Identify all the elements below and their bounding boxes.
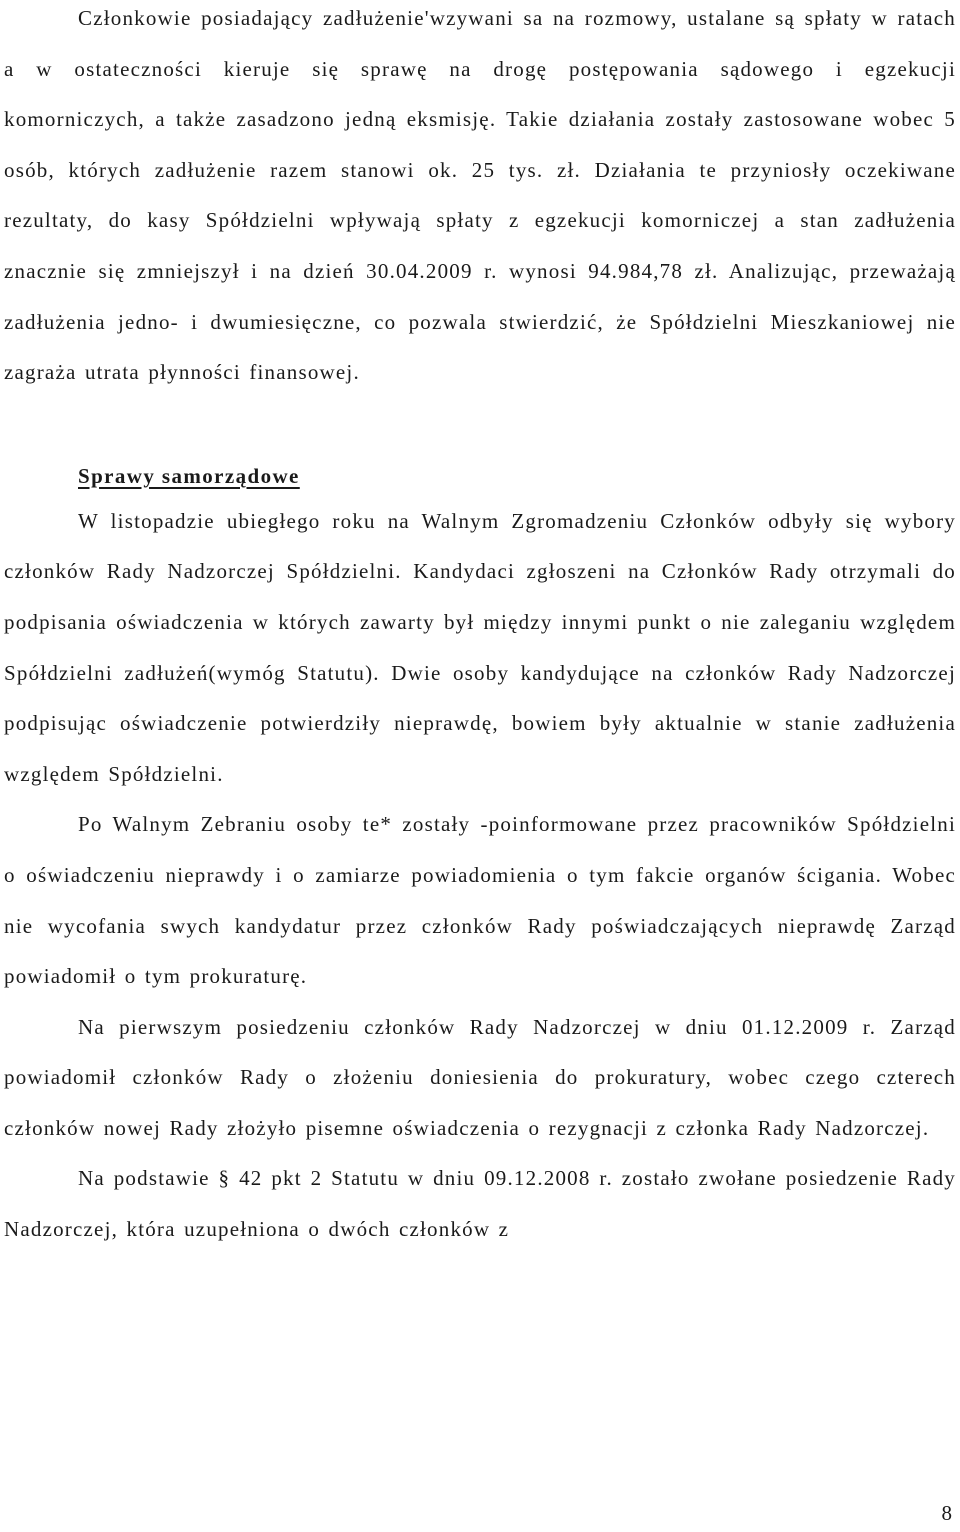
paragraph-debt-collection: Członkowie posiadający zadłużenie'wzywani sa na rozmowy, ustalane są spłaty w ratach a w ostateczności kieruje się sprawę na drogę postępowania sądowego i egzekucji komorniczych, a także zasadzono jedną eksmisję. Takie działania zostały zastosowane wobec 5 osób, których zadłużenie razem stanowi ok. 25 tys. zł. Działania te przyniosły oczekiwane rezultaty, do kasy Spółdzielni wpływają spłaty z egzekucji komorniczej a stan zadłużenia znacznie się zmniejszył i na dzień 30.04.2009 r. wynosi 94.984,78 zł. Analizując, przeważają zadłużenia jedno- i dwumiesięczne, co pozwala stwierdzić, że Spółdzielni Mieszkaniowej nie zagraża utrata płynności finansowej. [4,6,956,385]
section-heading-self-government: Sprawy samorządowe [78,463,300,488]
paragraph-first-session: Na pierwszym posiedzeniu członków Rady Nadzorczej w dniu 01.12.2009 r. Zarząd powiadomił członków Rady o złożeniu doniesienia do prokuratury, wobec czego czterech członków nowej Rady złożyło pisemne oświadczenia o rezygnacji z członka Rady Nadzorczej. [4,1014,956,1140]
page-number: 8 [941,1501,952,1525]
document-page [4,0,956,1255]
paragraph-after-meeting: Po Walnym Zebraniu osoby te* zostały -poinformowane przez pracowników Spółdzielni o oświadczeniu nieprawdy i o zamiarze powiadomienia o tym fakcie organów ścigania. Wobec nie wycofania swych kandydatur przez członków Rady poświadczających nieprawdę Zarząd powiadomił o tym prokuraturę. [4,812,956,989]
paragraph-statute-basis: Na podstawie § 42 pkt 2 Statutu w dniu 09.12.2008 r. zostało zwołane posiedzenie Rady Nadzorczej, która uzupełniona o dwóch członków z [4,1166,956,1242]
paragraph-elections: W listopadzie ubiegłego roku na Walnym Zgromadzeniu Członków odbyły się wybory członków Rady Nadzorczej Spółdzielni. Kandydaci zgłoszeni na Członków Rady otrzymali do podpisania oświadczenia w których zawarty był między innymi punkt o nie zaleganiu względem Spółdzielni zadłużeń(wymóg Statutu). Dwie osoby kandydujące na członków Rady Nadzorczej podpisując oświadczenie potwierdziły nieprawdę, bowiem były aktualnie w stanie zadłużenia względem Spółdzielni. [4,508,956,786]
